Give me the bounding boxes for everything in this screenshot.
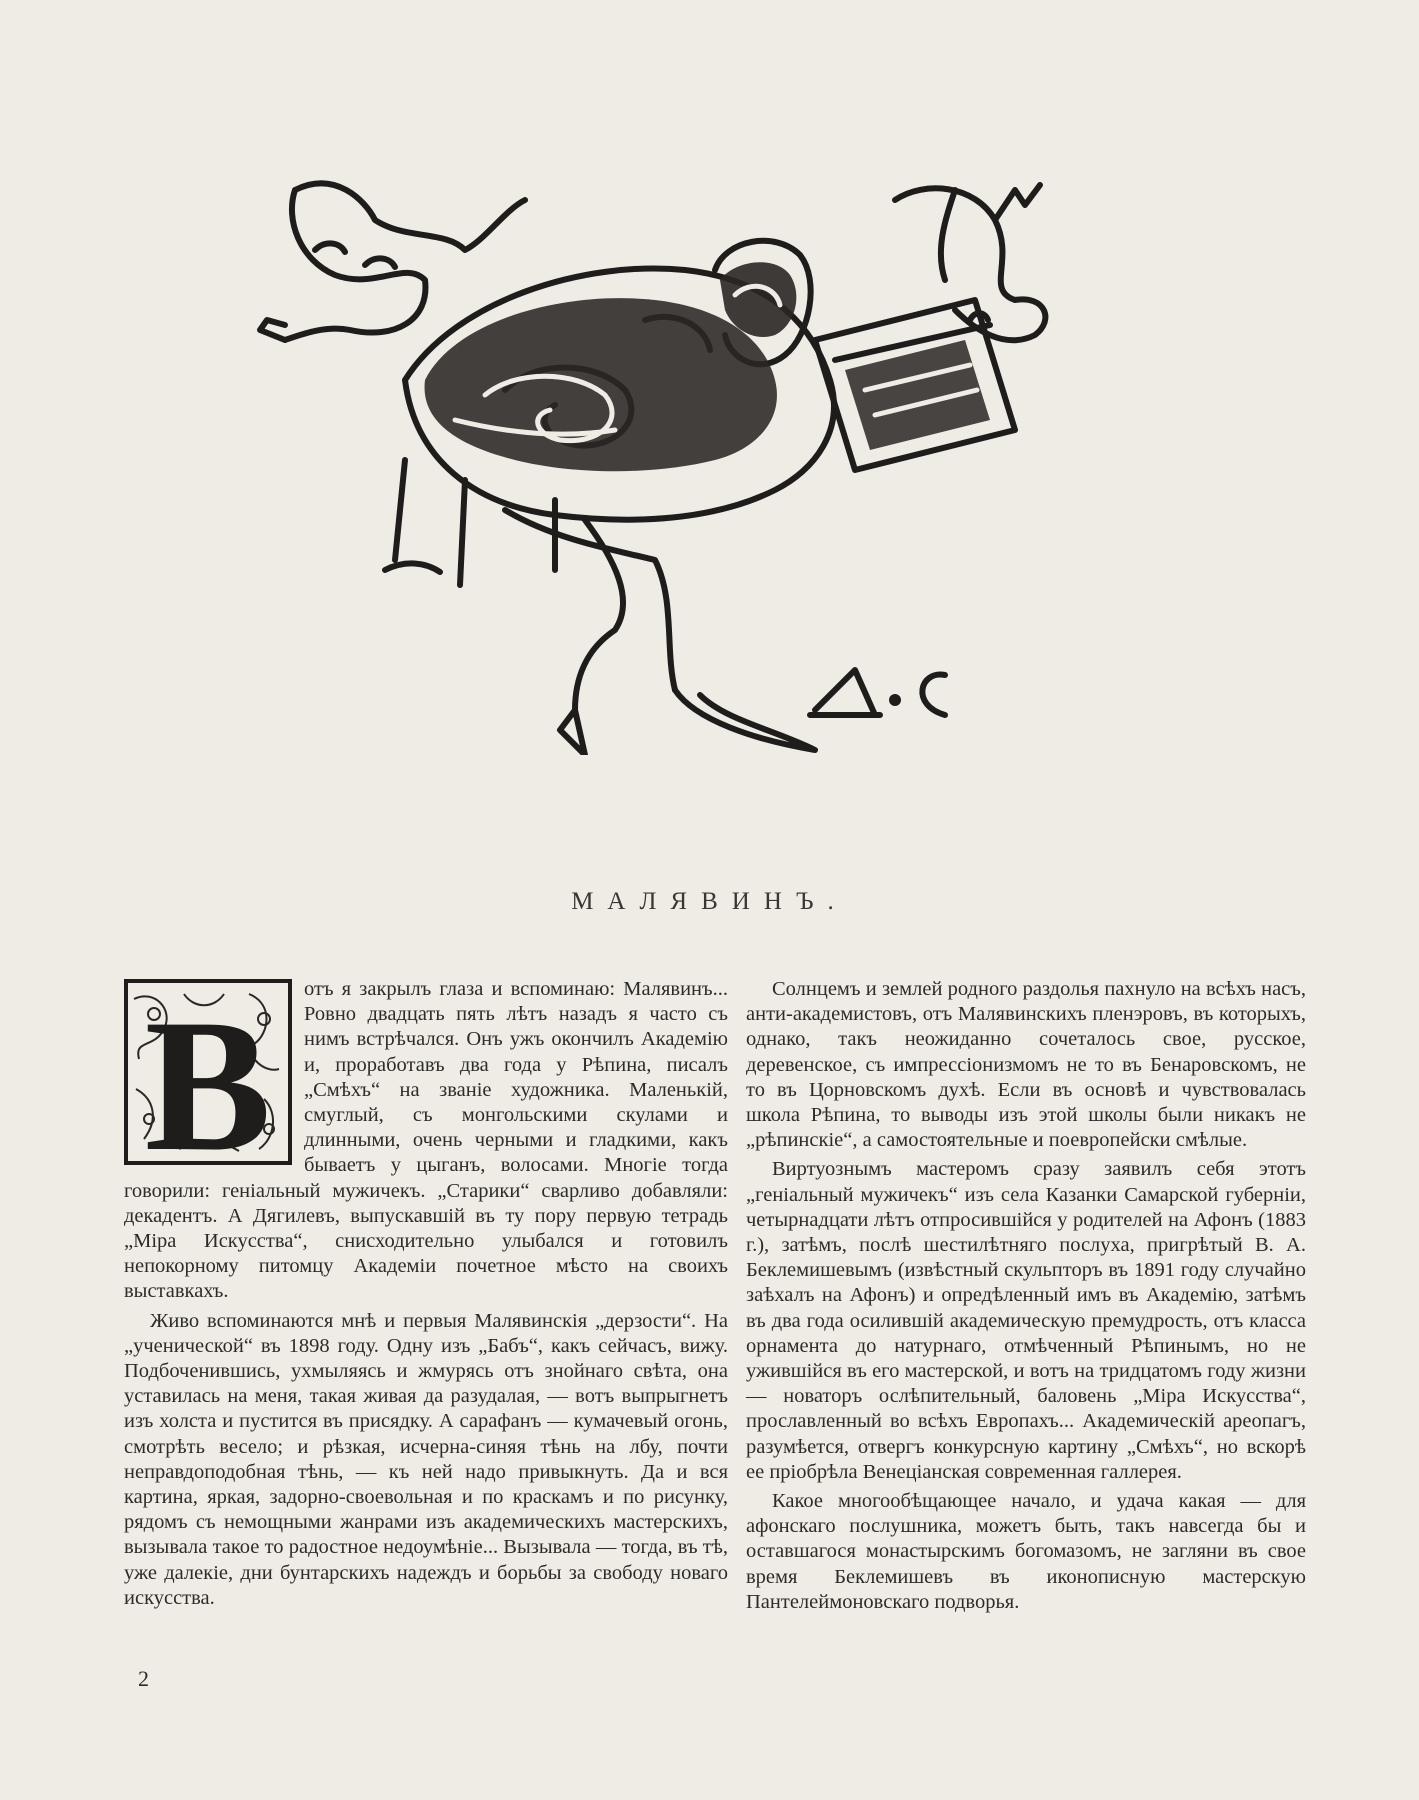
paragraph: Живо вспоминаются мнѣ и первыя Малявинскія „дерзости“. На „ученической“ въ 1898 году. Одну изъ „Бабъ“, какъ сейчасъ, вижу. Подбоченившись, ухмыляясь и жмурясь отъ знойнаго свѣта, она уставилась на меня, такая живая да разудалая, — вотъ выпрыгнетъ изъ холста и пустится въ присядку. А сарафанъ — кумачевый огонь, смотрѣть весело; и рѣзкая, исчерна-синяя тѣнь на лбу, почти неправдоподобная тѣнь, — къ ней надо привыкнуть. Да и вся картина, яркая, задорно-своевольная и по краскамъ и по рисунку, рядомъ съ немощными жанрами изъ академическихъ мастерскихъ, вызывала такое то радостное недоумѣніе... Вызывала — тогда, въ тѣ, уже далекіе, дни бунтарскихъ надеждъ и борьбы за свободу новаго искусства. [124,1309,728,1609]
right-column [746,977,1306,1619]
left-column [124,977,728,1615]
paragraph: Виртуознымъ мастеромъ сразу заявилъ себя этотъ „геніальный мужичекъ“ изъ села Казанки Самарской губерніи, четырнадцати лѣтъ отпросившійся у родителей на Афонъ (1883 г.), затѣмъ, послѣ шестилѣтняго послуха, пригрѣтый В. А. Беклемишевымъ (извѣстный скульпторъ въ 1891 году случайно заѣхалъ на Афонъ) и опредѣленный имъ въ Академію, затѣмъ въ два года осилившій академическую премудрость, отъ класса орнамента до натурнаго, отмѣченный Рѣпинымъ, но не ужившійся въ его мастерской, и вотъ на тридцатомъ году жизни — новаторъ ослѣпительный, баловень „Міра Искусства“, прославленный во всѣхъ Европахъ... Академическій ареопагъ, разумѣется, отвергъ конкурсную картину „Смѣхъ“, но вскорѣ ее пріобрѣла Венеціанская современная галлерея. [746,1158,1306,1483]
paragraph: Солнцемъ и землей родного раздолья пахнуло на всѣхъ насъ, анти-академистовъ, отъ Малявинскихъ пленэровъ, въ которыхъ, однако, такъ неожиданно сочеталось свое, русское, деревенское, съ импрессіонизмомъ не то въ Бенаровскомъ, не то въ Цорновскомъ духѣ. Если въ основѣ и чувствовалась школа Рѣпина, то выводы изъ этой школы были никакъ не „рѣпинскіе“, а самостоятельные и поевропейски смѣлые. [746,978,1306,1152]
paragraph: отъ я закрылъ глаза и вспоминаю: Малявинъ... Ровно двадцать пять лѣтъ назадъ я часто съ нимъ встрѣчался. Онъ ужъ окончилъ Академію и, проработавъ два года у Рѣпина, писалъ „Смѣхъ“ на званіе художника. Маленькій, смуглый, съ монгольскими скулами и длинными, очень черными и гладкими, какъ бываетъ у цыганъ, волосами. Многіе тогда говорили: геніальный мужичекъ. „Старики“ сварливо добавляли: декадентъ. А Дягилевъ, выпускавшій въ ту пору первую тетрадь „Міра Искусства“, снисходительно улыбался и готовилъ непокорному питомцу Академіи почетное мѣсто на своихъ выставкахъ. [124,978,728,1303]
paragraph: Какое многообѣщающее начало, и удача какая — для афонскаго послушника, можетъ быть, такъ навсегда бы и оставшагося монастырскимъ богомазомъ, не загляни въ свое время Беклемишевъ въ иконописную мастерскую Пантелеймоновскаго подворья. [746,1490,1306,1613]
drop-cap-letter: В [144,981,272,1165]
woodcut-illustration [255,130,1135,755]
page-number: 2 [138,1666,149,1691]
article-title: МАЛЯВИНЪ. [571,888,848,915]
drop-cap-ornament [124,979,292,1165]
